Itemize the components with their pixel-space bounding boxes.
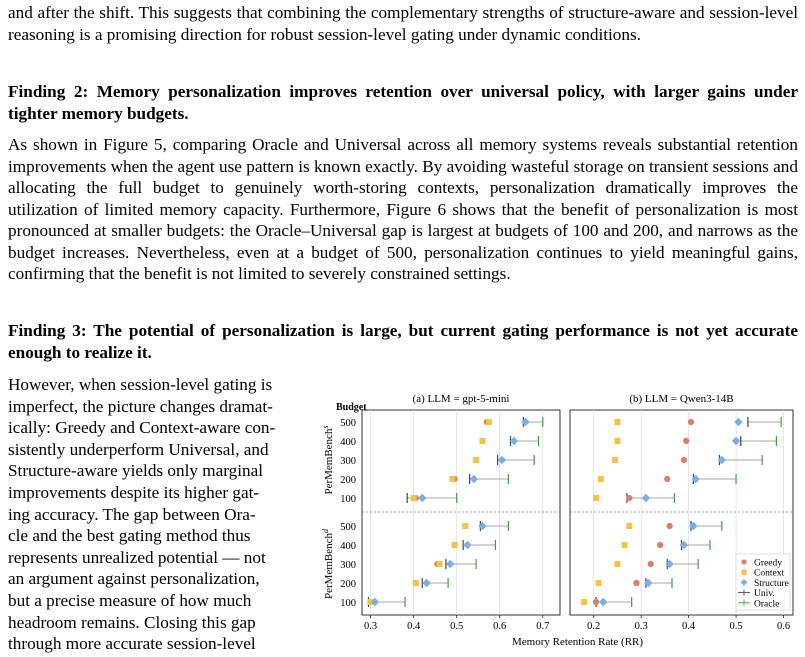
structure-point bbox=[521, 418, 529, 426]
finding3-line: represents unrealized potential — not bbox=[8, 547, 266, 567]
structure-point bbox=[422, 579, 430, 587]
finding3-line: through more accurate session-level bbox=[8, 634, 256, 654]
y-tick-label: 400 bbox=[340, 437, 356, 448]
finding2-heading: Finding 2: Memory personalization improves retention over universal policy, with larger gains under tighter memory budgets. bbox=[8, 82, 798, 123]
finding3-line: but a precise measure of how much bbox=[8, 590, 252, 610]
context-point bbox=[480, 438, 486, 444]
finding3-line: headroom remains. Closing this gap bbox=[8, 612, 256, 632]
context-point bbox=[436, 561, 442, 567]
finding3-paragraph bbox=[8, 374, 303, 655]
finding3-line: cle and the best gating method thus bbox=[8, 526, 251, 546]
context-point bbox=[593, 495, 599, 501]
chart-title: (b) LLM = Qwen3-14B bbox=[629, 393, 734, 405]
y-tick-label: 100 bbox=[340, 598, 356, 609]
greedy-point bbox=[648, 561, 654, 567]
legend-label: Greedy bbox=[754, 558, 782, 569]
context-point bbox=[452, 542, 458, 548]
greedy-point bbox=[681, 457, 687, 463]
context-point bbox=[614, 438, 620, 444]
context-point bbox=[411, 495, 417, 501]
context-point bbox=[614, 419, 620, 425]
finding2-paragraph: As shown in Figure 5, comparing Oracle and Universal across all memory systems reveals substantial retention improvements when the agent use pattern is known exactly. By avoiding wasteful storage on transient sessions and allocating the full budget to genuinely worth-storing contexts, personalization dramatically improves the utilization of limited memory capacity. Furthermore, Figure 6 shows that the benefit of personalization is most pronounced at smaller budgets: the Oracle–Universal gap is largest at budgets of 100 and 200, and narrows as the budget increases. Nevertheless, even at a budget of 500, personalization continues to yield meaningful gains, confirming that the benefit is not limited to severely constrained settings. bbox=[8, 135, 798, 283]
y-tick-label: 400 bbox=[340, 541, 356, 552]
legend-greedy-swatch bbox=[741, 559, 746, 564]
finding3-line: ically: Greedy and Context-aware con- bbox=[8, 418, 276, 438]
legend-label: Univ. bbox=[754, 589, 775, 600]
context-point bbox=[462, 523, 468, 529]
legend-label: Context bbox=[754, 568, 785, 579]
legend-label: Oracle bbox=[754, 599, 780, 610]
context-point bbox=[413, 580, 419, 586]
context-point bbox=[473, 457, 479, 463]
x-tick-label: 0.3 bbox=[364, 621, 378, 632]
structure-point bbox=[478, 522, 486, 530]
context-point bbox=[595, 580, 601, 586]
intro-paragraph: and after the shift. This suggests that combining the complementary strengths of structure-aware and session-level reasoning is a promising direction for robust session-level gating under dynamic conditions. bbox=[8, 3, 798, 44]
context-point bbox=[612, 457, 618, 463]
finding3-line: imperfect, the picture changes dramat- bbox=[8, 396, 273, 416]
y-axis-title: Budget bbox=[336, 402, 367, 413]
context-point bbox=[622, 542, 628, 548]
structure-point bbox=[446, 560, 454, 568]
structure-point bbox=[642, 494, 650, 502]
structure-point bbox=[470, 475, 478, 483]
greedy-point bbox=[657, 542, 663, 548]
context-point bbox=[581, 599, 587, 605]
retention-figure bbox=[316, 386, 801, 651]
x-axis-title: Memory Retention Rate (RR) bbox=[511, 636, 644, 648]
greedy-point bbox=[626, 495, 632, 501]
x-tick-label: 0.5 bbox=[450, 621, 464, 632]
chart-title: (a) LLM = gpt-5-mini bbox=[412, 393, 510, 405]
x-tick-label: 0.6 bbox=[493, 621, 507, 632]
legend-context-swatch bbox=[741, 570, 746, 575]
x-tick-label: 0.3 bbox=[634, 621, 648, 632]
y-tick-label: 200 bbox=[340, 579, 356, 590]
x-tick-label: 0.4 bbox=[407, 621, 421, 632]
x-tick-label: 0.6 bbox=[776, 621, 791, 632]
context-point bbox=[614, 561, 620, 567]
context-point bbox=[486, 419, 492, 425]
y-tick-label: 300 bbox=[340, 456, 356, 467]
greedy-point bbox=[667, 523, 673, 529]
greedy-point bbox=[664, 476, 670, 482]
finding3-heading: Finding 3: The potential of personalization is large, but current gating performance is not yet accurate enough to realize it. bbox=[8, 321, 798, 362]
y-tick-label: 500 bbox=[340, 418, 356, 429]
structure-point bbox=[732, 437, 740, 445]
group-label: PerMemBench$^s$ bbox=[320, 425, 335, 495]
finding3-line: improvements despite its higher gat- bbox=[8, 482, 260, 502]
greedy-point bbox=[593, 599, 599, 605]
x-tick-label: 0.7 bbox=[536, 621, 550, 632]
greedy-point bbox=[633, 580, 639, 586]
greedy-point bbox=[688, 419, 694, 425]
finding3-line: sistently underperform Universal, and bbox=[8, 439, 269, 459]
finding3-line: However, when session-level gating is bbox=[8, 375, 273, 394]
x-tick-label: 0.4 bbox=[682, 621, 696, 632]
structure-point bbox=[498, 456, 506, 464]
finding3-line: Structure-aware yields only marginal bbox=[8, 461, 264, 481]
context-point bbox=[626, 523, 632, 529]
group-label: PerMemBench$^d$ bbox=[320, 529, 335, 599]
structure-point bbox=[463, 541, 471, 549]
y-tick-label: 200 bbox=[340, 475, 356, 486]
y-tick-label: 500 bbox=[340, 522, 356, 533]
structure-point bbox=[599, 598, 607, 606]
structure-point bbox=[418, 494, 426, 502]
finding3-line: an argument against personalization, bbox=[8, 569, 260, 589]
context-point bbox=[449, 476, 455, 482]
structure-point bbox=[734, 418, 742, 426]
x-tick-label: 0.2 bbox=[587, 621, 601, 632]
legend-label: Structure bbox=[754, 578, 789, 589]
greedy-point bbox=[683, 438, 689, 444]
x-tick-label: 0.5 bbox=[729, 621, 743, 632]
context-point bbox=[598, 476, 604, 482]
y-tick-label: 300 bbox=[340, 560, 356, 571]
y-tick-label: 100 bbox=[340, 494, 356, 505]
finding3-line: ing accuracy. The gap between Ora- bbox=[8, 504, 256, 524]
